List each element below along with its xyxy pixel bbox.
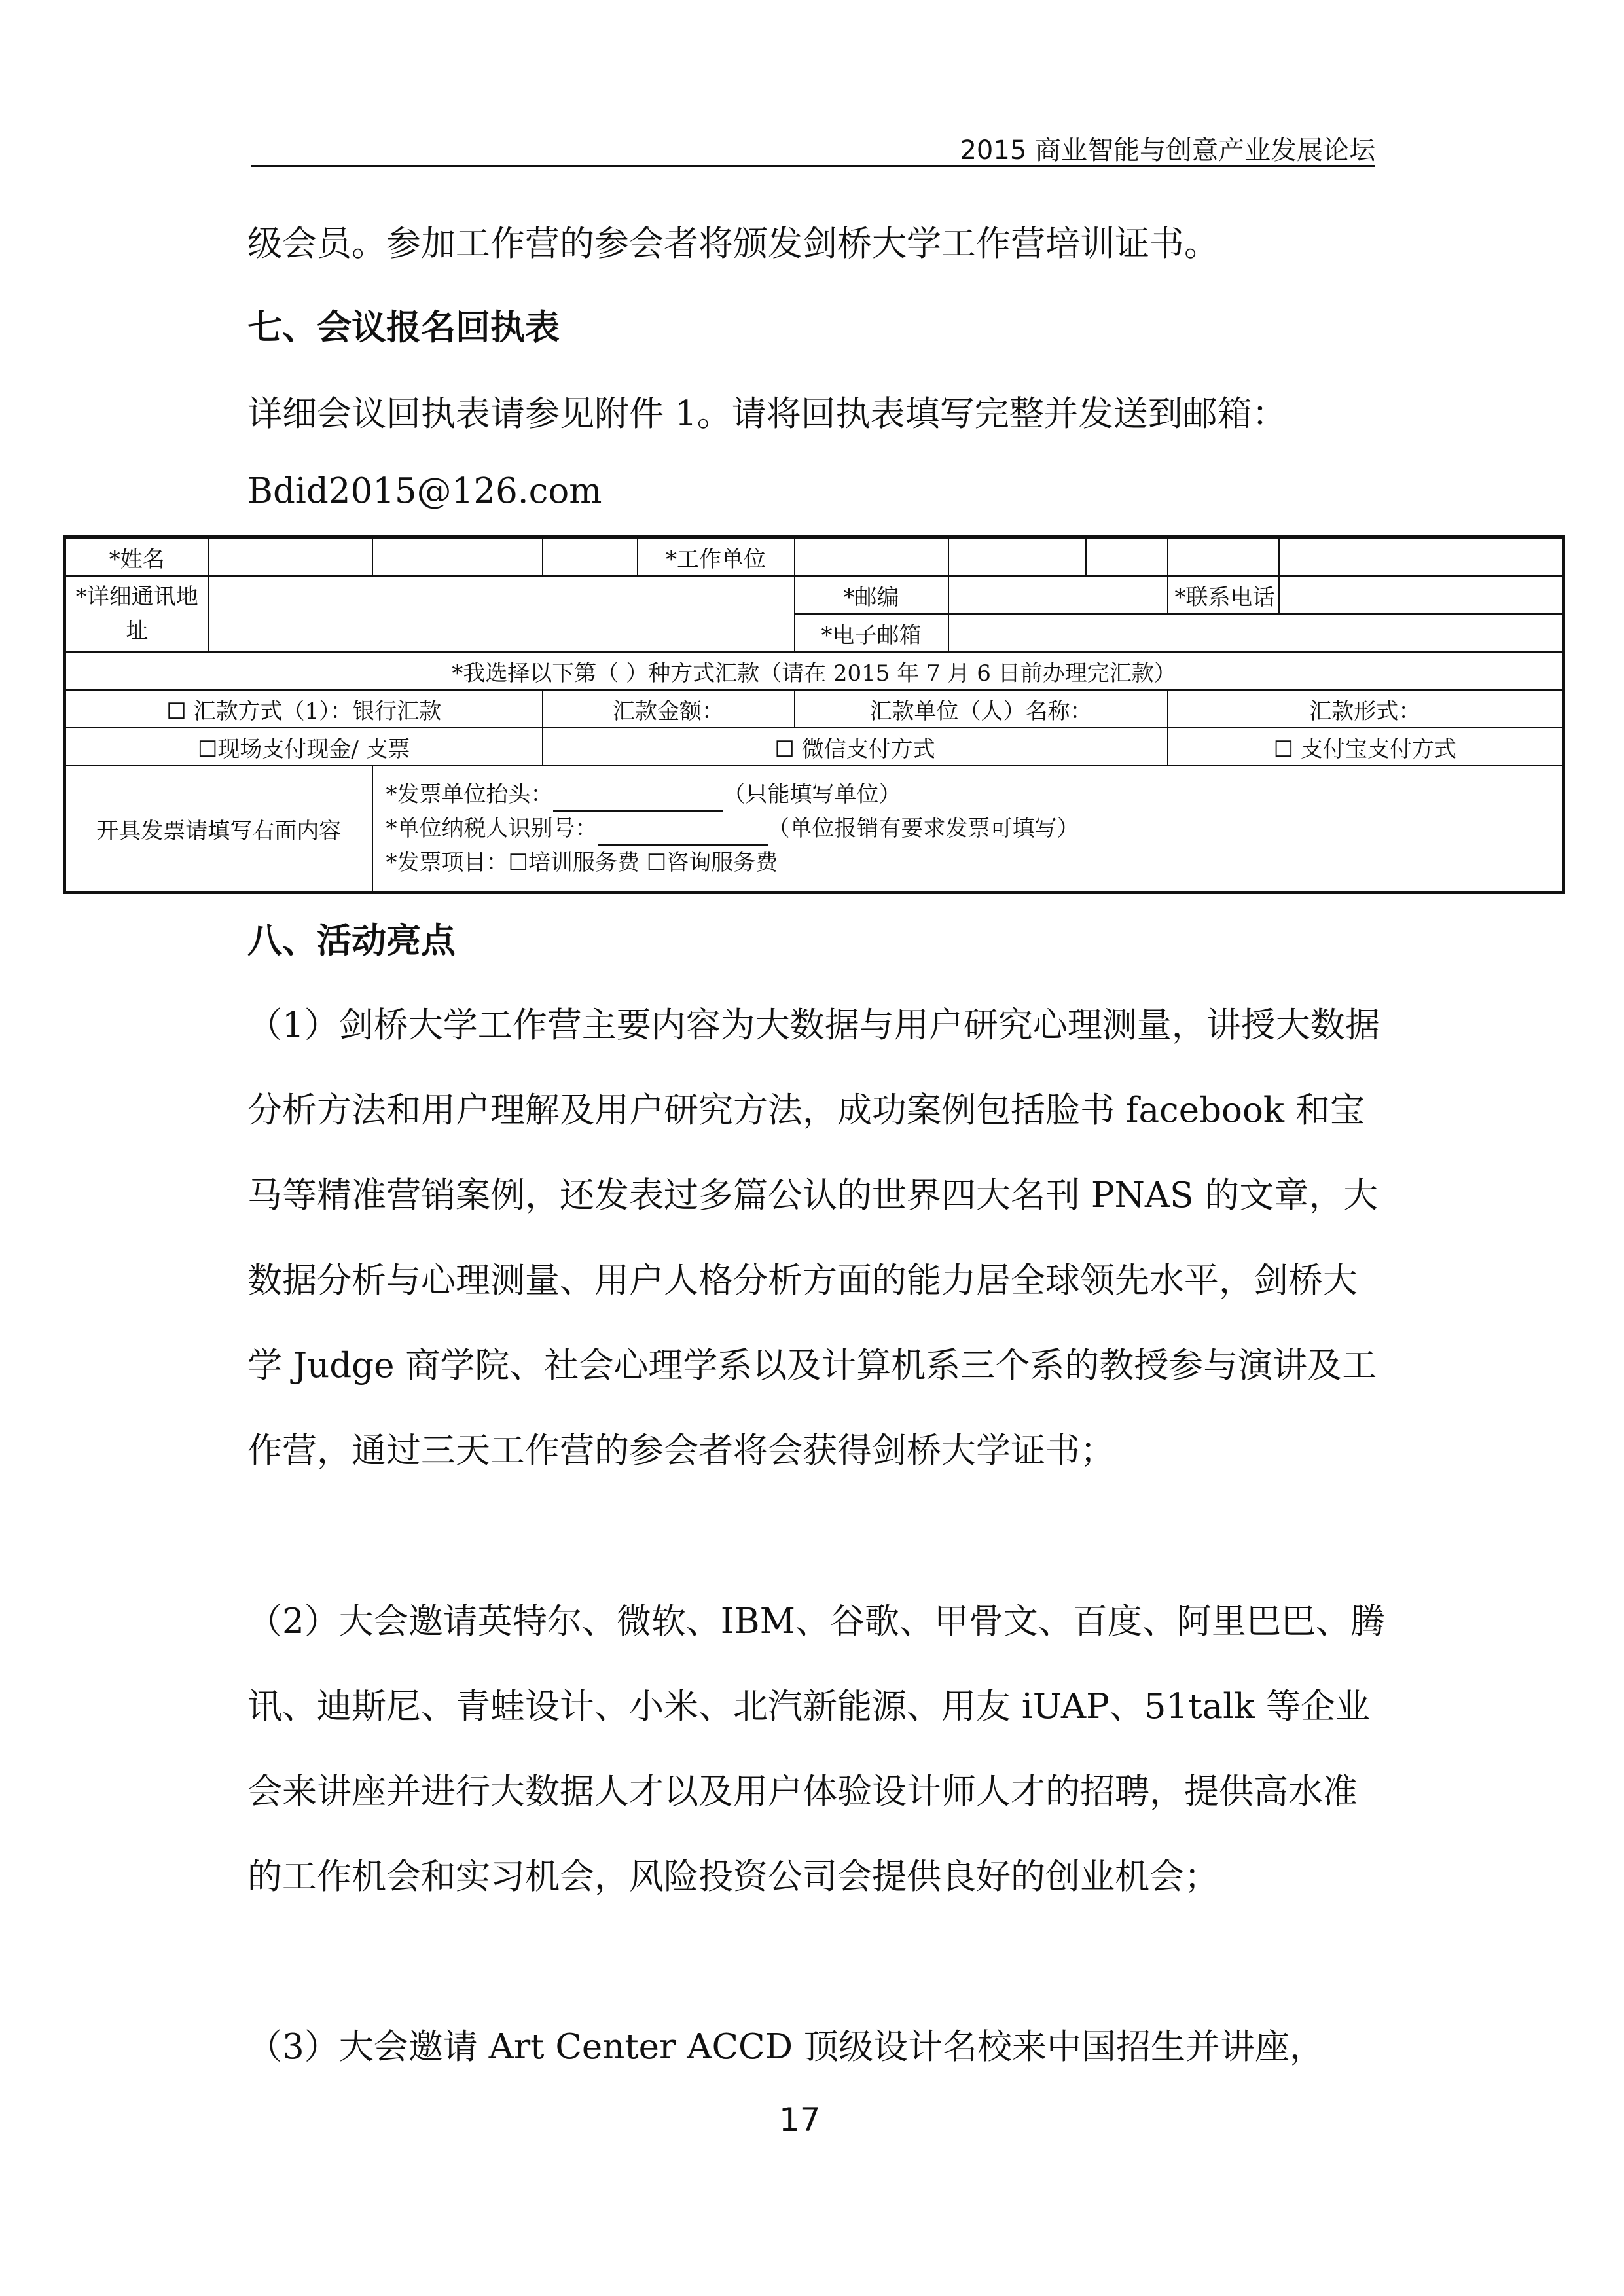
section7-heading: 七、会议报名回执表 [247,307,560,348]
name-field-2[interactable] [372,537,543,577]
taxpayer-line: *单位纳税人识别号： （单位报销有要求发票可填写） [386,812,1556,846]
alipay-option[interactable]: ☐ 支付宝支付方式 [1168,728,1564,766]
postcode-field[interactable] [948,576,1168,614]
section8-heading: 八、活动亮点 [247,920,456,961]
work-unit-label: *工作单位 [638,537,795,577]
intro-line: 级会员。参加工作营的参会者将颁发剑桥大学工作营培训证书。 [247,224,1219,264]
invoice-title-line: *发票单位抬头： （只能填写单位） [386,778,1556,812]
phone-field[interactable] [1279,576,1564,614]
invoice-label: 开具发票请填写右面内容 [65,766,372,893]
highlight-paragraph-1: （1）剑桥大学工作营主要内容为大数据与用户研究心理测量，讲授大数据分析方法和用户理解及用户研究方法，成功案例包括脸书 facebook 和宝马等精准营销案例，还发表过多篇公认的世界四大名刊 PNAS 的文章，大数据分析与心理测量、用户人格分析方面的能力居全球领先水平，剑桥大学 Judge 商学院、社会心理学系以及计算机系三个系的教授参与演讲及工作营，通过三天工作营的参会者将会获得剑桥大学证书； [247,1005,1380,1471]
payment-form-label: 汇款形式： [1168,690,1564,728]
work-unit-field-5[interactable] [1279,537,1564,577]
amount-label: 汇款金额： [543,690,795,728]
cash-option[interactable]: ☐现场支付现金/ 支票 [65,728,543,766]
address-label: *详细通讯地址 [65,576,209,652]
highlight-paragraph-3: （3）大会邀请 Art Center ACCD 顶级设计名校来中国招生并讲座， [247,2027,1324,2067]
invoice-item-line[interactable]: *发票项目：☐培训服务费 ☐咨询服务费 [386,850,778,876]
taxpayer-field[interactable] [598,822,768,846]
header-rule [251,165,1375,167]
email-address[interactable]: Bdid2015@126.com [247,471,602,511]
section7-text: 详细会议回执表请参见附件 1。请将回执表填写完整并发送到邮箱： [247,394,1287,434]
payment-choice-row: *我选择以下第（ ）种方式汇款（请在 2015 年 7 月 6 日前办理完汇款） [65,652,1564,690]
postcode-label: *邮编 [795,576,948,614]
name-field[interactable] [209,537,372,577]
invoice-title-field[interactable] [553,788,723,812]
name-label: *姓名 [65,537,209,577]
address-field[interactable] [209,576,795,652]
invoice-details [372,766,1564,893]
name-field-3[interactable] [543,537,638,577]
bank-transfer-option[interactable]: ☐ 汇款方式（1）：银行汇款 [65,690,543,728]
email-field[interactable] [948,614,1564,652]
phone-label: *联系电话 [1168,576,1279,614]
work-unit-field[interactable] [795,537,948,577]
work-unit-field-4[interactable] [1168,537,1279,577]
work-unit-field-2[interactable] [948,537,1086,577]
wechat-option[interactable]: ☐ 微信支付方式 [543,728,1168,766]
running-header: 2015 商业智能与创意产业发展论坛 [960,135,1375,166]
registration-form-table [63,535,1565,894]
page-number: 17 [779,2101,821,2139]
highlight-paragraph-2: （2）大会邀请英特尔、微软、IBM、谷歌、甲骨文、百度、阿里巴巴、腾讯、迪斯尼、青蛙设计、小米、北汽新能源、用友 iUAP、51talk 等企业会来讲座并进行大数据人才以及用户体验设计师人才的招聘，提供高水准的工作机会和实习机会，风险投资公司会提供良好的创业机会； [247,1602,1385,1897]
payer-name-label: 汇款单位（人）名称： [795,690,1168,728]
email-label: *电子邮箱 [795,614,948,652]
work-unit-field-3[interactable] [1086,537,1168,577]
